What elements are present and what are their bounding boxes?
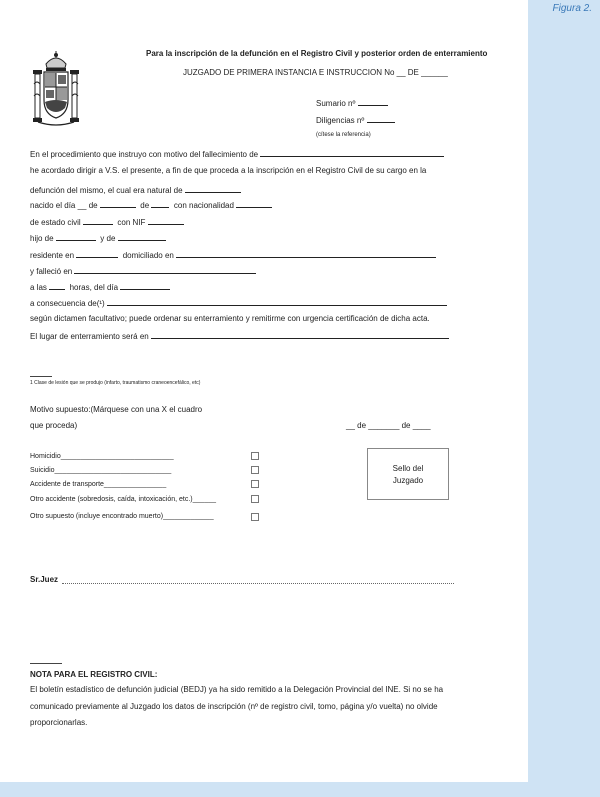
residence-blank <box>76 249 118 258</box>
accidente-transporte-checkbox[interactable] <box>251 480 259 488</box>
option-accidente-transporte: Accidente de transporte________________ <box>30 481 167 488</box>
text: El lugar de enterramiento será en <box>30 332 149 341</box>
diligencias-label: Diligencias nº <box>316 116 365 125</box>
text: y de <box>100 234 116 243</box>
body-line-10 <box>30 297 447 309</box>
text: a consecuencia de(¹) <box>30 299 105 308</box>
option-otro-supuesto: Otro supuesto (incluye encontrado muerto)_____________ <box>30 513 214 520</box>
footnote: 1 Clase de lesión que se produjo (infarto, traumatismo craneoencefálico, etc) <box>30 380 201 386</box>
option-homicidio: Homicidio_____________________________ <box>30 453 174 460</box>
motivo-line-2: que proceda) <box>30 421 78 430</box>
body-line-9 <box>30 281 170 293</box>
sumario-field <box>316 97 388 109</box>
birth-year-blank <box>151 199 169 208</box>
nationality-blank <box>236 199 272 208</box>
death-place-blank <box>74 265 256 274</box>
cause-blank <box>107 297 447 306</box>
body-line-1 <box>30 148 444 160</box>
text: hijo de <box>30 234 54 243</box>
body-line-12 <box>30 330 449 342</box>
footnote-rule <box>30 376 52 377</box>
nota-line-1: El boletín estadístico de defunción judicial (BEDJ) ya ha sido remitido a la Delegación Provincial del INE. Si no se ha <box>30 685 444 694</box>
otro-supuesto-checkbox[interactable] <box>251 513 259 521</box>
court-line: JUZGADO DE PRIMERA INSTANCIA E INSTRUCCION No __ DE ______ <box>183 68 448 77</box>
text: defunción del mismo, el cual era natural de <box>30 186 183 195</box>
homicidio-checkbox[interactable] <box>251 452 259 460</box>
sello-line-1: Sello del <box>392 464 424 473</box>
signature-line <box>62 583 454 584</box>
sumario-label: Sumario nº <box>316 99 356 108</box>
option-suicidio: Suicidio______________________________ <box>30 467 172 474</box>
suicidio-checkbox[interactable] <box>251 466 259 474</box>
coat-of-arms-icon <box>32 50 80 128</box>
text: horas, del día <box>69 283 119 292</box>
citese-note: (cítese la referencia) <box>316 132 371 138</box>
diligencias-field <box>316 114 395 126</box>
text: de <box>140 201 150 210</box>
mother-blank <box>118 232 166 241</box>
sello-line-2: Juzgado <box>392 476 424 485</box>
date-line: __ de _______ de ____ <box>346 421 431 430</box>
figure-label: Figura 2. <box>552 3 592 14</box>
judge-label: Sr.Juez <box>30 575 59 584</box>
nota-rule <box>30 663 62 664</box>
body-line-3 <box>30 184 241 196</box>
birth-month-blank <box>100 199 136 208</box>
body-line-2: he acordado dirigir a V.S. el presente, a fin de que proceda a la inscripción en el Registro Civil de su cargo en la <box>30 166 427 175</box>
option-otro-accidente: Otro accidente (sobredosis, caída, intoxicación, etc.)______ <box>30 496 216 503</box>
text: domiciliado en <box>122 251 174 260</box>
body-line-8 <box>30 265 256 277</box>
diligencias-blank <box>367 114 395 123</box>
civil-status-blank <box>83 216 113 225</box>
body-line-11: según dictamen facultativo; puede ordenar su enterramiento y remitirme con urgencia certificación de dicha acta. <box>30 314 430 323</box>
death-date-blank <box>120 281 170 290</box>
form-title: Para la inscripción de la defunción en el Registro Civil y posterior orden de enterramiento <box>146 49 488 58</box>
nota-title: NOTA PARA EL REGISTRO CIVIL: <box>30 670 158 679</box>
text: residente en <box>30 251 75 260</box>
text: y falleció en <box>30 267 73 276</box>
body-line-5 <box>30 216 184 228</box>
natural-de-blank <box>185 184 241 193</box>
sumario-blank <box>358 97 388 106</box>
nota-line-2: comunicado previamente al Juzgado los datos de inscripción (nº de registro civil, tomo, página y/o vuelta) no olvide <box>30 702 438 711</box>
body-line-6 <box>30 232 166 244</box>
text: nacido el día __ de <box>30 201 98 210</box>
body-line-4 <box>30 199 272 211</box>
motivo-line-1: Motivo supuesto:(Márquese con una X el cuadro <box>30 405 203 414</box>
hour-blank <box>49 281 65 290</box>
father-blank <box>56 232 96 241</box>
body-line-7 <box>30 249 436 261</box>
deceased-name-blank <box>260 148 444 157</box>
text: de estado civil <box>30 218 81 227</box>
otro-accidente-checkbox[interactable] <box>251 495 259 503</box>
domicile-blank <box>176 249 436 258</box>
court-seal-box <box>367 448 449 500</box>
text: a las <box>30 283 47 292</box>
text: con NIF <box>117 218 146 227</box>
nota-line-3: proporcionarlas. <box>30 718 88 727</box>
burial-place-blank <box>151 330 449 339</box>
text: con nacionalidad <box>173 201 234 210</box>
nif-blank <box>148 216 184 225</box>
text: En el procedimiento que instruyo con motivo del fallecimiento de <box>30 150 259 159</box>
